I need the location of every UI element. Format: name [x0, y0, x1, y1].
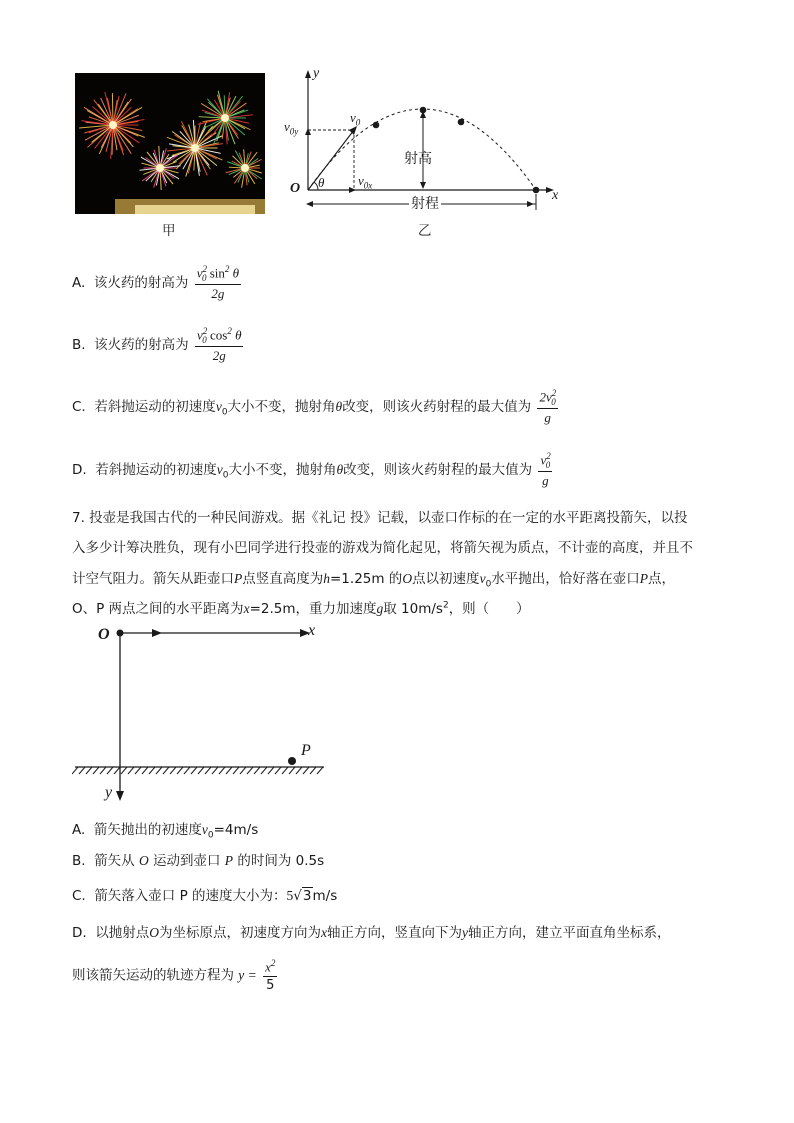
diagram-axis-y: y	[313, 66, 320, 81]
v0-vector	[308, 130, 354, 190]
option-6a: A. 该火药的射高为 $\frac{v^2_0 \sin^2 \theta}{2g}$	[72, 264, 240, 301]
fireworks-photo	[75, 73, 265, 214]
diagram-caption: 乙	[418, 223, 432, 239]
diagram2-axis-y: y	[105, 784, 113, 801]
range-arrow-right-icon	[527, 201, 534, 207]
fraction: $\frac{v^2_0}{g}$	[540, 451, 551, 488]
fraction: $\frac{x^2}{5}$	[265, 958, 276, 994]
fraction: $\frac{v^2_0 \sin^2 \theta}{2g}$	[196, 264, 240, 301]
label-theta: θ	[318, 175, 325, 190]
v0x-arrow-icon	[349, 187, 356, 193]
option-6d: D. 若斜抛运动的初速度$v_0$大小不变，抛射角θ改变，则该火药射程的最大值为 $\frac{v^2_0}{g}$	[72, 451, 551, 488]
option-7b: B. 箭矢从 O 运动到壶口 P 的时间为 0.5s	[72, 853, 325, 869]
option-6b: B. 该火药的射高为 $\frac{v^2_0 \cos^2 \theta}{2g}$	[72, 326, 242, 363]
arrow-throw-diagram	[72, 620, 332, 810]
projectile-diagram	[278, 68, 568, 228]
label-height: 射高	[404, 151, 432, 167]
diagram-axis-x: x	[552, 188, 559, 203]
trajectory-point	[373, 122, 380, 129]
v0y-arrow-icon	[305, 128, 311, 135]
question-7-line-4: O、P 两点之间的水平距离为x=2.5m，重力加速度g取 $10m/s^2$，则（ ）	[72, 600, 530, 617]
fraction: $\frac{2v^2_0}{g}$	[539, 388, 557, 425]
landing-point	[533, 187, 540, 194]
option-6c: C. 若斜抛运动的初速度$v_0$大小不变，抛射角θ改变，则该火药射程的最大值为 $\frac{2v^2_0}{g}$	[72, 388, 557, 425]
diagram2-axis-x: x	[308, 622, 316, 639]
label-v0y: $v_{0y}$	[284, 119, 299, 137]
photo-caption: 甲	[162, 223, 176, 239]
velocity-arrow-icon	[152, 629, 162, 637]
option-7c: C. 箭矢落入壶口 P 的速度大小为：5√3m/s	[72, 888, 338, 904]
origin-point	[117, 630, 124, 637]
range-arrow-left-icon	[306, 201, 313, 207]
trajectory-point	[458, 119, 465, 126]
question-7-line-1: 7. 投壶是我国古代的一种民间游戏。据《礼记 投》记载，以壶口作标的在一定的水平距离投箭矢，以投	[72, 510, 688, 526]
diagram2-origin: O	[98, 626, 110, 643]
label-range: 射程	[409, 193, 441, 213]
diagram-origin: O	[290, 181, 301, 196]
sqrt-symbol: √	[293, 888, 302, 904]
option-7a: A. 箭矢抛出的初速度$v_0=4m/s$	[72, 822, 259, 841]
option-7d-line-2: 则该箭矢运动的轨迹方程为 y = $\frac{x^2}{5}$	[72, 958, 276, 994]
fireworks-image	[75, 73, 265, 214]
y-axis-arrow-icon	[116, 791, 124, 801]
question-7-line-2: 入多少计筹决胜负，现有小巴同学进行投壶的游戏为简化起见，将箭矢视为质点，不计壶的高度，并且不	[72, 540, 693, 556]
label-v0x: $v_{0x}$	[358, 173, 373, 191]
question-7-line-3: 计空气阻力。箭矢从距壶口P点竖直高度为h=1.25m 的O点以初速度$v_0$水平抛出，恰好落在壶口P点，	[72, 571, 676, 590]
y-axis-arrow-icon	[305, 70, 311, 78]
diagram2-point-label: P	[301, 742, 311, 759]
ground-hatching	[72, 767, 323, 774]
height-arrow-down-icon	[420, 182, 426, 189]
point-p	[288, 757, 296, 765]
label-v0: $v_0$	[350, 110, 361, 128]
fraction: $\frac{v^2_0 \cos^2 \theta}{2g}$	[196, 326, 242, 363]
option-7d: D. 以抛射点O为坐标原点，初速度方向为x轴正方向，竖直向下为y轴正方向，建立平面直角坐标系，	[72, 925, 671, 941]
